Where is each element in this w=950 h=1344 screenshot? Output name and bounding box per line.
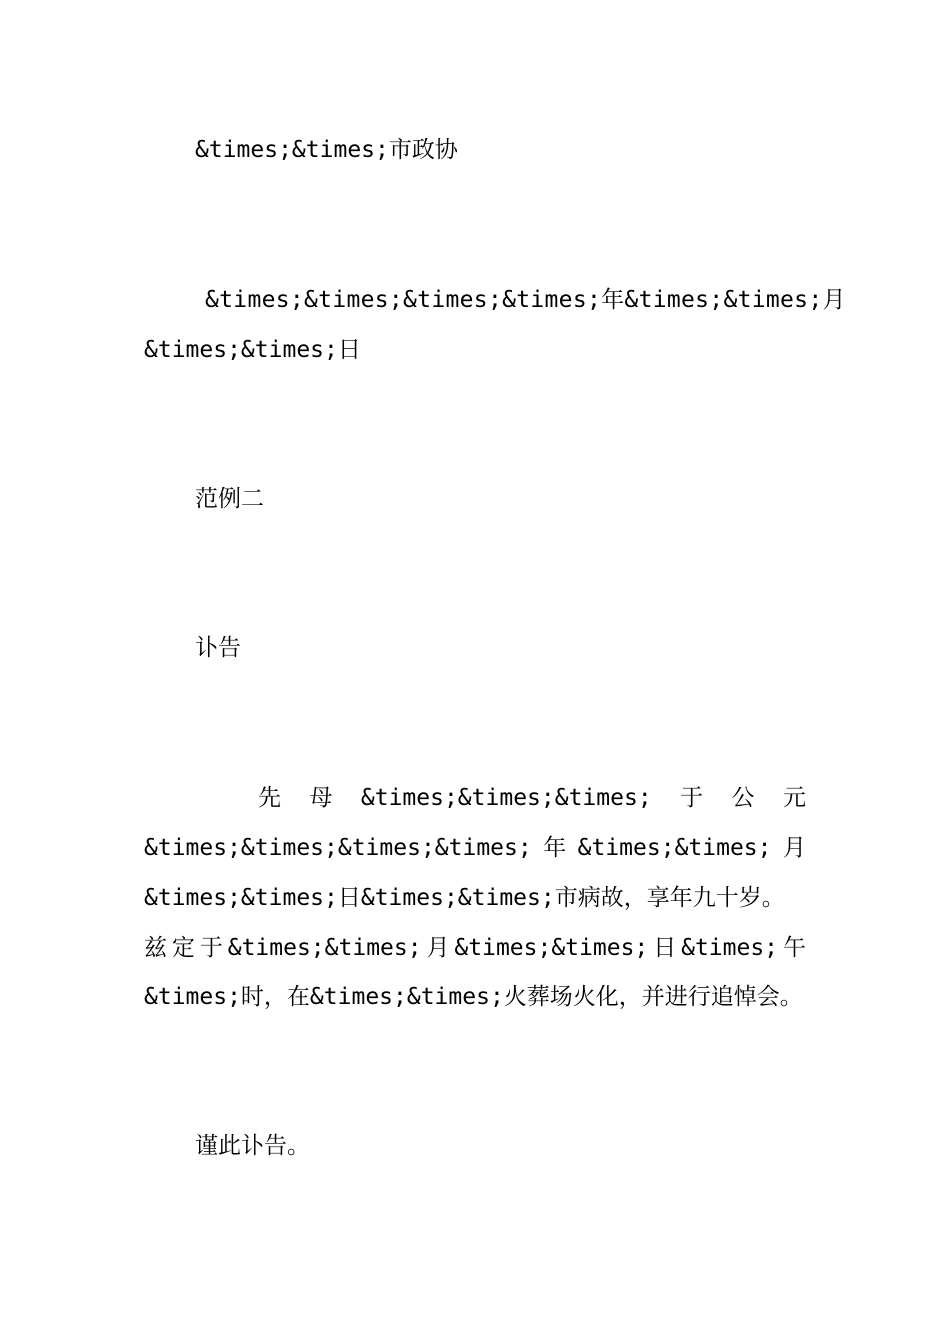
body-word: &times; bbox=[681, 935, 779, 961]
body-line-4 bbox=[144, 933, 806, 963]
closing-line: 谨此讣告。 bbox=[195, 1133, 310, 1159]
org-line: &times;&times;市政协 bbox=[195, 137, 458, 163]
body-word: &times;&times; bbox=[454, 935, 649, 961]
body-word: 月 bbox=[782, 835, 806, 861]
body-word: 于 bbox=[199, 935, 223, 961]
body-word: 日 bbox=[653, 935, 677, 961]
body-word: &times;&times; bbox=[577, 835, 772, 861]
body-word: 年 bbox=[543, 835, 567, 861]
body-word: 先 bbox=[258, 785, 281, 811]
body-word: 午 bbox=[782, 935, 806, 961]
date-line-2: &times;&times;日 bbox=[144, 337, 361, 363]
body-word: &times;&times;&times;&times; bbox=[144, 835, 532, 861]
body-line-5: &times;时，在&times;&times;火葬场火化，并进行追悼会。 bbox=[144, 984, 803, 1010]
body-word: 于 bbox=[680, 785, 704, 811]
body-line-3: &times;&times;日&times;&times;市病故，享年九十岁。 bbox=[144, 885, 785, 911]
body-word: &times;&times;&times; bbox=[360, 785, 652, 811]
body-word: 公 bbox=[731, 785, 755, 811]
body-word: 兹 bbox=[144, 935, 167, 961]
body-word: 母 bbox=[309, 785, 333, 811]
notice-title: 讣告 bbox=[195, 635, 241, 661]
body-word: &times;&times; bbox=[227, 935, 422, 961]
example-heading: 范例二 bbox=[195, 486, 264, 512]
body-line-1 bbox=[258, 783, 806, 813]
date-line-1: &times;&times;&times;&times;年&times;&times;月 bbox=[205, 287, 846, 313]
body-word: 月 bbox=[426, 935, 450, 961]
body-word: 元 bbox=[782, 785, 806, 811]
body-word: 定 bbox=[171, 935, 195, 961]
body-line-2 bbox=[144, 833, 806, 863]
